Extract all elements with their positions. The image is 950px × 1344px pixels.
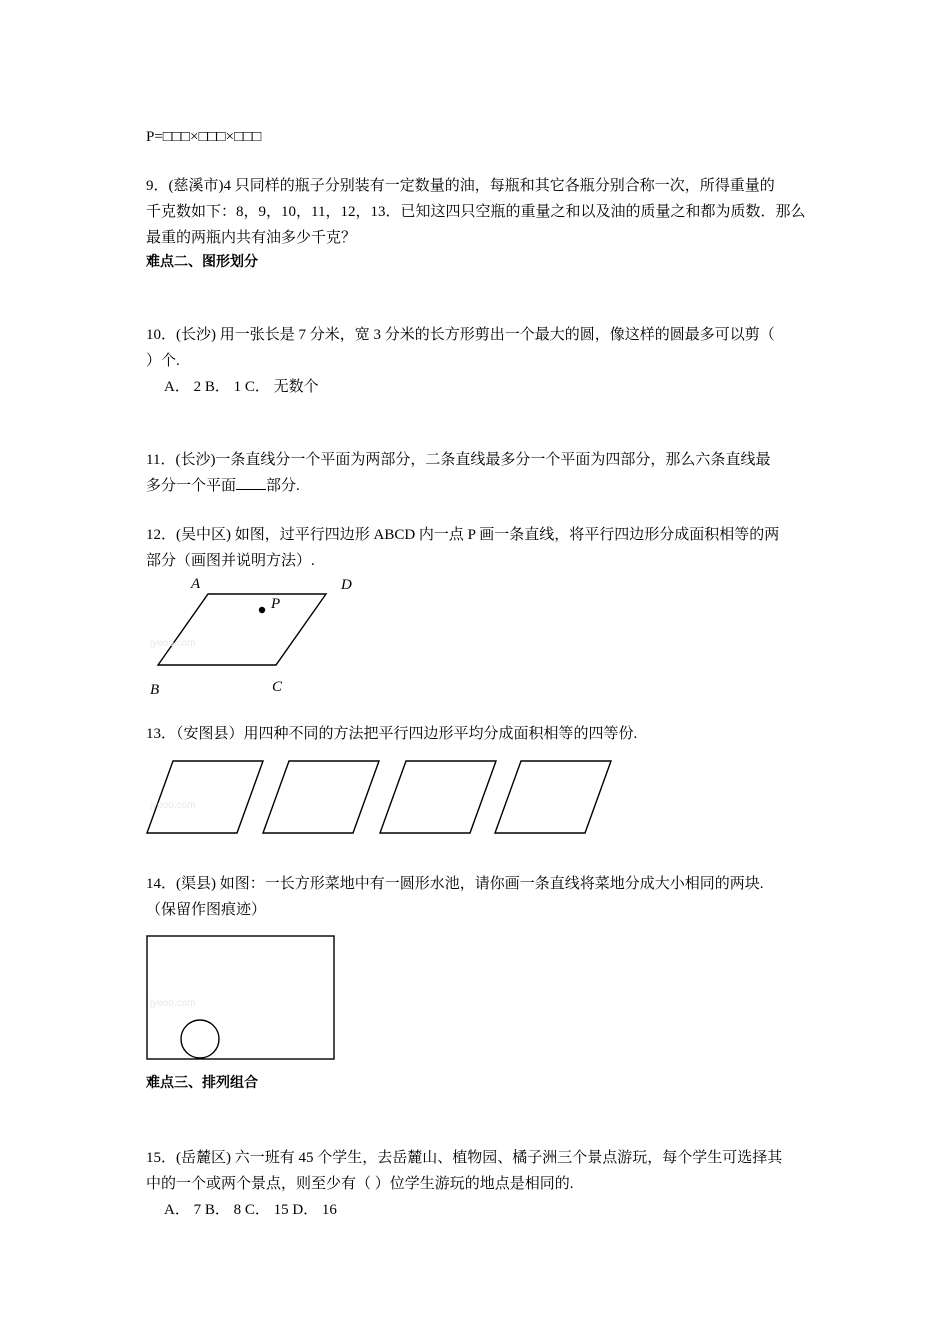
question-14-line-1: 14．(渠县) 如图：一长方形菜地中有一圆形水池，请你画一条直线将菜地分成大小相同的两块. — [146, 876, 764, 892]
parallelogram-1 — [147, 761, 263, 833]
question-15-options: A． 7 B． 8 C． 15 D． 16 — [164, 1202, 337, 1218]
watermark-text-2: jyeoo.com — [150, 800, 196, 811]
question-13-line-1: 13．（安图县）用四种不同的方法把平行四边形平均分成面积相等的四等份. — [146, 726, 638, 742]
question-9-line-2: 千克数如下：8，9，10，11，12，13．已知这四只空瓶的重量之和以及油的质量之和都为质数．那么 — [146, 204, 806, 220]
watermark-text-3: jyeoo.com — [150, 998, 196, 1009]
field-with-pond-figure — [147, 936, 334, 1059]
parallelogram-3 — [380, 761, 496, 833]
label-a: A — [191, 576, 201, 592]
label-b: B — [150, 682, 160, 698]
question-15-line-2: 中的一个或两个景点，则至少有（ ）位学生游玩的地点是相同的. — [146, 1176, 574, 1192]
question-15 — [146, 1145, 816, 1223]
formula-text: P=□□□×□□□×□□□ — [146, 129, 262, 145]
label-d: D — [341, 577, 352, 593]
question-11-line-2-post: 部分. — [266, 478, 300, 494]
section-heading-3-text: 难点三、排列组合 — [146, 1075, 258, 1091]
point-p — [259, 607, 265, 613]
question-9-line-1: 9．(慈溪市)4 只同样的瓶子分别装有一定数量的油，每瓶和其它各瓶分别合称一次，所得重量的 — [146, 178, 775, 194]
circular-pond — [181, 1020, 219, 1058]
question-10-options: A． 2 B． 1 C． 无数个 — [164, 379, 319, 395]
question-9-line-3: 最重的两瓶内共有油多少千克？ — [146, 230, 357, 246]
question-12-line-1: 12．(吴中区) 如图，过平行四边形 ABCD 内一点 P 画一条直线，将平行四边形分成面积相等的两 — [146, 527, 780, 543]
question-14 — [146, 871, 816, 923]
question-12-line-2: 部分（画图并说明方法）. — [146, 553, 315, 569]
question-10-line-2: ）个. — [146, 353, 180, 369]
section-heading-3 — [146, 1070, 816, 1096]
label-c: C — [272, 679, 283, 695]
question-11-line-2-pre: 多分一个平面 — [146, 478, 237, 494]
question-13 — [146, 721, 816, 747]
question-15-line-1: 15．(岳麓区) 六一班有 45 个学生，去岳麓山、植物园、橘子洲三个景点游玩，每个学生可选择其 — [146, 1150, 783, 1166]
parallelogram-2 — [263, 761, 379, 833]
parallelogram-abcd — [158, 594, 326, 665]
question-11-line-1: 11．(长沙)一条直线分一个平面为两部分，二条直线最多分一个平面为四部分，那么六条直线最 — [146, 452, 771, 468]
question-14-line-2: （保留作图痕迹） — [146, 902, 267, 918]
section-heading-2-text: 难点二、图形划分 — [146, 254, 258, 270]
parallelogram-4 — [495, 761, 611, 833]
watermark-text-1: jyeoo.com — [150, 638, 196, 649]
label-p: P — [271, 596, 281, 612]
four-parallelograms-figure — [147, 761, 611, 833]
question-10-line-1: 10．(长沙) 用一张长是 7 分米，宽 3 分米的长方形剪出一个最大的圆，像这样的圆最多可以剪（ — [146, 327, 775, 343]
parallelogram-abcd-figure — [149, 576, 352, 698]
